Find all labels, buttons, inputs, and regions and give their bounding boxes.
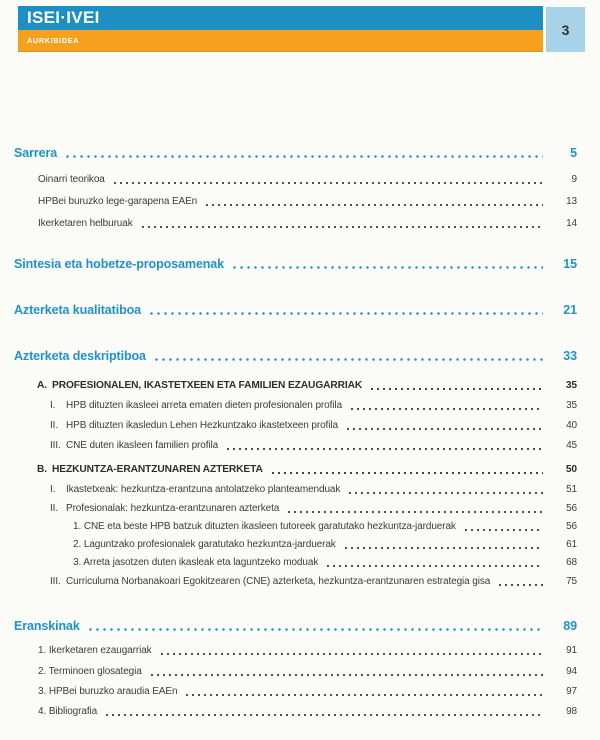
toc-entry[interactable] — [0, 664, 577, 680]
toc-entry-label: HPB dituzten ikasleei arreta ematen dieten profesionalen profila — [66, 400, 342, 411]
dot-leader — [463, 528, 543, 532]
toc-entry[interactable] — [0, 684, 577, 700]
dot-leader — [153, 357, 543, 362]
section-title-bar — [18, 30, 543, 52]
toc-entry-label: 1. CNE eta beste HPB batzuk dituzten ikasleen tutoreek garatutako hezkuntza-jarduerak — [73, 521, 456, 532]
page-number-box — [546, 7, 585, 52]
dot-leader — [149, 673, 543, 677]
toc-entry-page: 97 — [566, 686, 577, 697]
toc-entry-page: 5 — [570, 146, 577, 160]
toc-entry[interactable] — [0, 256, 577, 273]
toc-entry-label: 3. HPBei buruzko araudia EAEn — [38, 686, 178, 697]
toc-entry-page: 9 — [571, 174, 577, 185]
toc-entry-marker: I. — [50, 400, 56, 411]
toc-entry[interactable] — [0, 216, 577, 232]
toc-entry-label: 4. Bibliografia — [38, 706, 98, 717]
toc-entry-label: HEZKUNTZA-ERANTZUNAREN AZTERKETA — [52, 464, 263, 475]
toc-entry-page: 35 — [565, 380, 577, 391]
toc-entry-label: CNE duten ikasleen familien profila — [66, 440, 219, 451]
dot-leader — [343, 546, 543, 550]
dot-leader — [231, 265, 543, 270]
toc-entry-page: 35 — [566, 400, 577, 411]
dot-leader — [140, 225, 543, 229]
toc-entry-page: 89 — [563, 619, 577, 633]
toc-entry[interactable] — [0, 519, 577, 535]
toc-entry[interactable] — [0, 462, 577, 478]
toc-entry-page: 98 — [566, 706, 577, 717]
toc-entry-label: Sarrera — [14, 146, 58, 160]
table-of-contents — [0, 145, 600, 720]
toc-entry[interactable] — [0, 555, 577, 571]
dot-leader — [159, 652, 543, 656]
toc-entry-label: 1. Ikerketaren ezaugarriak — [38, 645, 152, 656]
toc-entry-marker: II. — [50, 503, 59, 514]
toc-entry-label: Ikastetxeak: hezkuntza-erantzuna antolatzeko planteamenduak — [66, 484, 341, 495]
toc-entry-label: Azterketa deskriptiboa — [14, 349, 146, 363]
toc-entry-marker: III. — [50, 576, 61, 587]
dot-leader — [497, 583, 543, 587]
toc-entry-label: Profesionalak: hezkuntza-erantzunaren azterketa — [66, 503, 280, 514]
section-title: AURKIBIDEA — [27, 36, 80, 45]
dot-leader — [286, 510, 543, 514]
toc-entry-label: 2. Terminoen glosategia — [38, 666, 142, 677]
toc-entry-page: 50 — [565, 464, 577, 475]
isei-ivei-logo: ISEI·IVEI — [27, 8, 100, 27]
toc-entry-label: PROFESIONALEN, IKASTETXEEN ETA FAMILIEN EZAUGARRIAK — [52, 380, 363, 391]
logo-bar — [18, 6, 543, 30]
page-number: 3 — [561, 21, 570, 38]
toc-entry-page: 56 — [566, 503, 577, 514]
toc-entry[interactable] — [0, 418, 577, 434]
dot-leader — [345, 427, 543, 431]
toc-entry[interactable] — [0, 302, 577, 319]
toc-entry-page: 14 — [566, 218, 577, 229]
toc-entry-label: HPBei buruzko lege-garapena EAEn — [38, 196, 198, 207]
toc-entry[interactable] — [0, 172, 577, 188]
dot-leader — [112, 181, 543, 185]
toc-entry-marker: A. — [37, 380, 47, 391]
toc-entry[interactable] — [0, 482, 577, 498]
dot-leader — [104, 713, 543, 717]
toc-entry-page: 61 — [566, 539, 577, 550]
page-header — [0, 0, 600, 51]
toc-entry-label: Eranskinak — [14, 619, 80, 633]
toc-entry[interactable] — [0, 194, 577, 210]
toc-entry-page: 13 — [566, 196, 577, 207]
dot-leader — [347, 491, 543, 495]
toc-entry[interactable] — [0, 398, 577, 414]
toc-entry-page: 45 — [566, 440, 577, 451]
toc-entry-marker: I. — [50, 484, 56, 495]
toc-entry-label: Ikerketaren helburuak — [38, 218, 133, 229]
toc-entry-label: Sintesia eta hobetze-proposamenak — [14, 257, 224, 271]
toc-entry-page: 51 — [566, 484, 577, 495]
toc-entry[interactable] — [0, 704, 577, 720]
toc-entry[interactable] — [0, 145, 577, 162]
toc-entry-label: 3. Arreta jasotzen duten ikasleak eta laguntzeko moduak — [73, 557, 319, 568]
dot-leader — [148, 311, 543, 316]
dot-leader — [349, 407, 543, 411]
toc-entry-label: Azterketa kualitatiboa — [14, 303, 142, 317]
toc-entry-page: 56 — [566, 521, 577, 532]
toc-entry-label: HPB dituzten ikasledun Lehen Hezkuntzako ikastetxeen profila — [66, 420, 338, 431]
dot-leader — [369, 387, 543, 391]
toc-entry-page: 21 — [563, 303, 577, 317]
dot-leader — [87, 627, 543, 632]
toc-entry[interactable] — [0, 618, 577, 635]
dot-leader — [184, 693, 543, 697]
dot-leader — [64, 154, 543, 159]
toc-entry-marker: B. — [37, 464, 47, 475]
toc-entry-page: 40 — [566, 420, 577, 431]
dot-leader — [225, 447, 543, 451]
toc-entry[interactable] — [0, 501, 577, 517]
toc-entry-page: 15 — [563, 257, 577, 271]
toc-entry-page: 33 — [563, 349, 577, 363]
dot-leader — [270, 471, 543, 475]
toc-entry[interactable] — [0, 537, 577, 553]
toc-entry-label: Oinarri teorikoa — [38, 174, 105, 185]
toc-entry-label: 2. Laguntzako profesionalek garatutako hezkuntza-jarduerak — [73, 539, 336, 550]
dot-leader — [325, 564, 543, 568]
toc-entry-page: 75 — [566, 576, 577, 587]
toc-entry[interactable] — [0, 643, 577, 659]
toc-entry-marker: II. — [50, 420, 59, 431]
toc-entry-marker: III. — [50, 440, 61, 451]
toc-entry-label: Curriculuma Norbanakoari Egokitzearen (CNE) azterketa, hezkuntza-erantzunaren estrategia gisa — [66, 576, 491, 587]
toc-entry[interactable] — [0, 348, 577, 365]
toc-entry[interactable] — [0, 438, 577, 454]
toc-entry-page: 94 — [566, 666, 577, 677]
dot-leader — [204, 203, 543, 207]
header-bars — [18, 6, 543, 52]
toc-entry[interactable] — [0, 574, 577, 590]
toc-entry[interactable] — [0, 378, 577, 394]
toc-entry-page: 68 — [566, 557, 577, 568]
toc-entry-page: 91 — [566, 645, 577, 656]
